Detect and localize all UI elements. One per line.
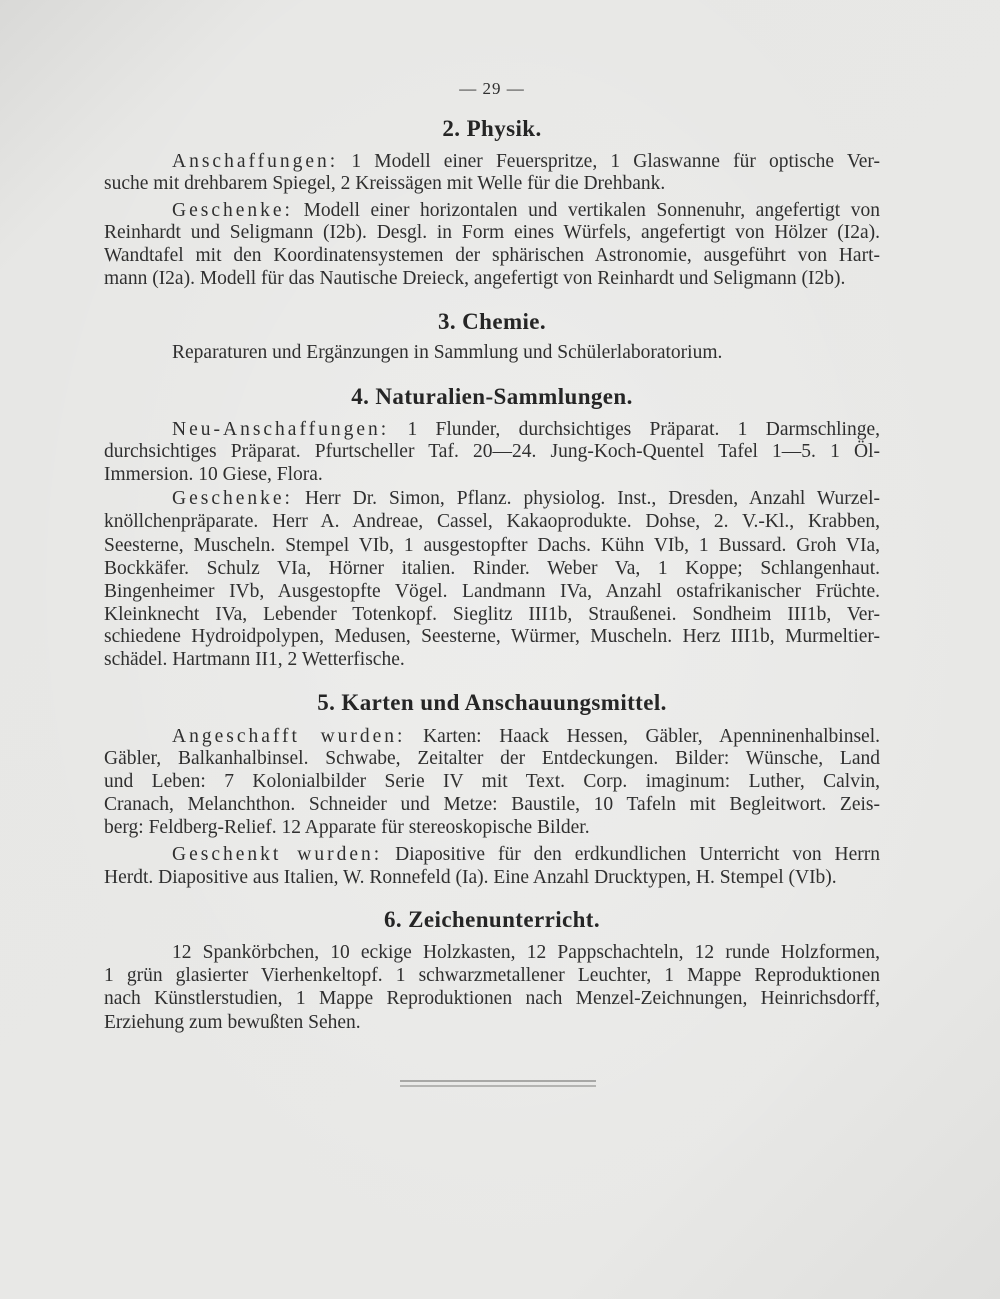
text-line: schädel. Hartmann II1, 2 Wetterfische. [104,649,405,670]
text-line: berg: Feldberg-Relief. 12 Apparate für stereoskopische Bilder. [104,817,590,838]
spaced-lead-word: Anschaffungen: [172,151,339,172]
text-line: Seesterne, Muscheln. Stempel VIb, 1 ausgestopfter Dachs. Kühn VIb, 1 Bussard. Groh VIa, [104,535,880,556]
spaced-lead-word: Geschenke: [172,200,293,221]
text-line: Erziehung zum bewußten Sehen. [104,1012,361,1033]
text-line [104,199,880,223]
spaced-lead-word: Angeschafft wurden: [172,726,406,747]
text-line: 12 Spankörbchen, 10 eckige Holzkasten, 12 Pappschachteln, 12 runde Holzformen, [172,942,880,963]
section-heading-chemie: 3. Chemie. [437,309,547,334]
text-line: Immersion. 10 Giese, Flora. [104,464,323,485]
text-line: knöllchenpräparate. Herr A. Andreae, Cassel, Kakaoprodukte. Dohse, 2. V.-Kl., Krabben, [104,511,880,532]
spaced-lead-word: Neu-Anschaffungen: [172,419,390,440]
text-line: Cranach, Melanchthon. Schneider und Metze: Baustile, 10 Tafeln mit Begleitwort. Zeis- [104,794,880,815]
text-line [104,725,880,749]
text-line: Wandtafel mit den Koordinatensystemen der sphärischen Astronomie, ausgeführt von Hart- [104,245,880,266]
spaced-lead-word: Geschenke: [172,488,293,509]
text-line: Reinhardt und Seligmann (I2b). Desgl. in Form eines Würfels, angefertigt von Hölzer (I2a). [104,222,880,243]
line-text: Diapositive für den erdkundlichen Unterricht von Herrn [382,844,880,865]
section-heading-physik: 2. Physik. [442,116,542,141]
text-line: Herdt. Diapositive aus Italien, W. Ronnefeld (Ia). Eine Anzahl Drucktypen, H. Stempel (VIb). [104,867,837,888]
text-line: Gäbler, Balkanhalbinsel. Schwabe, Zeitalter der Entdeckungen. Bilder: Wünsche, Land [104,748,880,769]
text-line: und Leben: 7 Kolonialbilder Serie IV mit Text. Corp. imaginum: Luther, Calvin, [104,771,880,792]
line-text: Herr Dr. Simon, Pflanz. physiolog. Inst., Dresden, Anzahl Wurzel- [292,488,880,509]
text-line [104,843,880,867]
text-line: nach Künstlerstudien, 1 Mappe Reproduktionen nach Menzel-Zeichnungen, Heinrichsdorff, [104,988,880,1009]
text-line: mann (I2a). Modell für das Nautische Dreieck, angefertigt von Reinhardt und Seligmann (I2b). [104,268,846,289]
text-line: 1 grün glasierter Vierhenkeltopf. 1 schwarzmetallener Leuchter, 1 Mappe Reproduktionen [104,965,880,986]
line-text: Karten: Haack Hessen, Gäbler, Apenninenhalbinsel. [405,726,880,747]
text-line: Kleinknecht IVa, Lebender Totenkopf. Sieglitz III1b, Straußenei. Sondheim III1b, Ver- [104,604,880,625]
line-text: Modell einer horizontalen und vertikalen Sonnenuhr, angefertigt von [292,200,880,221]
text-line: Bockkäfer. Schulz VIa, Hörner italien. Rinder. Weber Va, 1 Koppe; Schlangenhaut. [104,558,880,579]
text-line: durchsichtiges Präparat. Pfurtscheller Taf. 20—24. Jung-Koch-Quentel Tafel 1—5. 1 Öl- [104,441,880,462]
section-heading-karten: 5. Karten und Anschauungsmittel. [317,690,667,715]
text-line [104,418,880,442]
text-line: Bingenheimer IVb, Ausgestopfte Vögel. Landmann IVa, Anzahl ostafrikanischer Früchte. [104,581,880,602]
line-text: 1 Flunder, durchsichtiges Präparat. 1 Darmschlinge, [389,419,880,440]
page-number: — 29 — [459,79,525,98]
decorative-double-rule [400,1080,596,1087]
spaced-lead-word: Geschenkt wurden: [172,844,383,865]
section-heading-zeichenunterricht: 6. Zeichenunterricht. [383,907,600,932]
section-heading-naturalien: 4. Naturalien-Sammlungen. [351,384,633,409]
text-line: Reparaturen und Ergänzungen in Sammlung und Schülerlaboratorium. [172,342,723,363]
line-text: 1 Modell einer Feuerspritze, 1 Glaswanne für optische Ver- [338,151,880,172]
text-line [104,150,880,174]
text-line [104,487,880,511]
text-line: suche mit drehbarem Spiegel, 2 Kreissägen mit Welle für die Drehbank. [104,173,666,194]
text-line: schiedene Hydroidpolypen, Medusen, Seesterne, Würmer, Muscheln. Herz III1b, Murmeltier- [104,626,880,647]
